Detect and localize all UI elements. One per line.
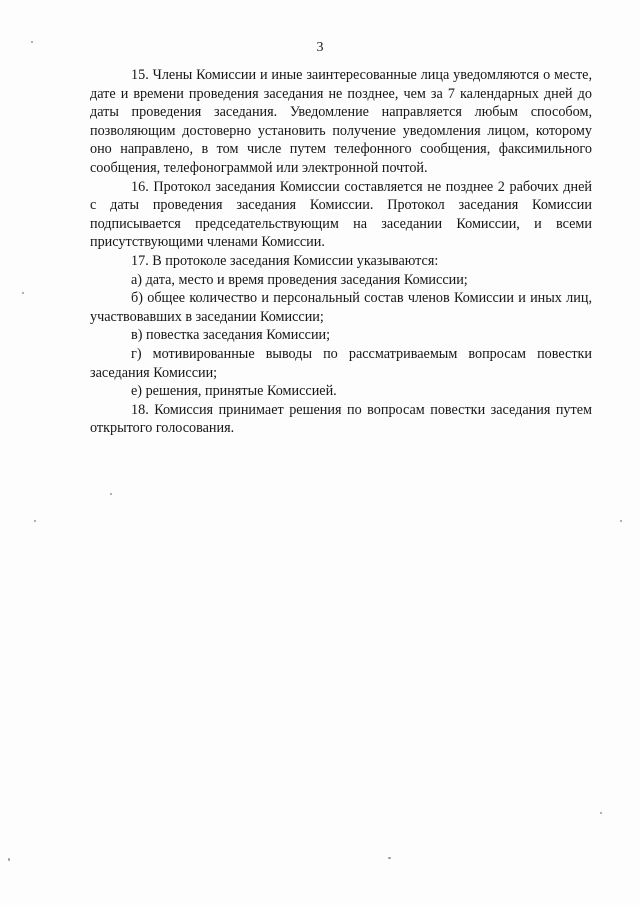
document-body	[90, 66, 592, 438]
list-item-v: в) повестка заседания Комиссии;	[131, 327, 331, 344]
scan-speck	[34, 520, 36, 522]
scan-speck	[110, 493, 112, 495]
scan-speck	[8, 858, 10, 861]
paragraph-16-protocol: 16. Протокол заседания Комиссии составляется не позднее 2 рабочих дней с даты проведения заседания Комиссии. Протокол заседания Комиссии подписывается председательствующим на заседании Комиссии, и всеми присутствующими членами Комиссии.	[90, 178, 592, 251]
scan-speck	[620, 520, 622, 522]
paragraph-15-notification: 15. Члены Комиссии и иные заинтересованные лица уведомляются о месте, дате и времени проведения заседания не позднее, чем за 7 календарных дней до даты проведения заседания. Уведомление направляется любым способом, позволяющим достоверно установить получение уведомления лицом, которому оно направлено, в том числе путем телефонного сообщения, факсимильного сообщения, телефонограммой или электронной почтой.	[90, 67, 592, 176]
scan-speck	[600, 812, 602, 814]
page-number: 3	[316, 40, 324, 55]
list-item-e: е) решения, принятые Комиссией.	[131, 383, 337, 400]
list-item-b: б) общее количество и персональный состав членов Комиссии и иных лиц, участвовавших в заседании Комиссии;	[90, 290, 592, 325]
paragraph-17-protocol-contents: 17. В протоколе заседания Комиссии указываются:	[131, 252, 439, 269]
scan-speck	[31, 41, 33, 43]
paragraph-18-voting: 18. Комиссия принимает решения по вопросам повестки заседания путем открытого голосования.	[90, 401, 592, 437]
scan-speck	[388, 857, 391, 859]
list-item-a: а) дата, место и время проведения заседания Комиссии;	[131, 271, 468, 288]
list-item-g: г) мотивированные выводы по рассматриваемым вопросам повестки заседания Комиссии;	[90, 345, 592, 381]
scan-speck	[22, 292, 24, 294]
